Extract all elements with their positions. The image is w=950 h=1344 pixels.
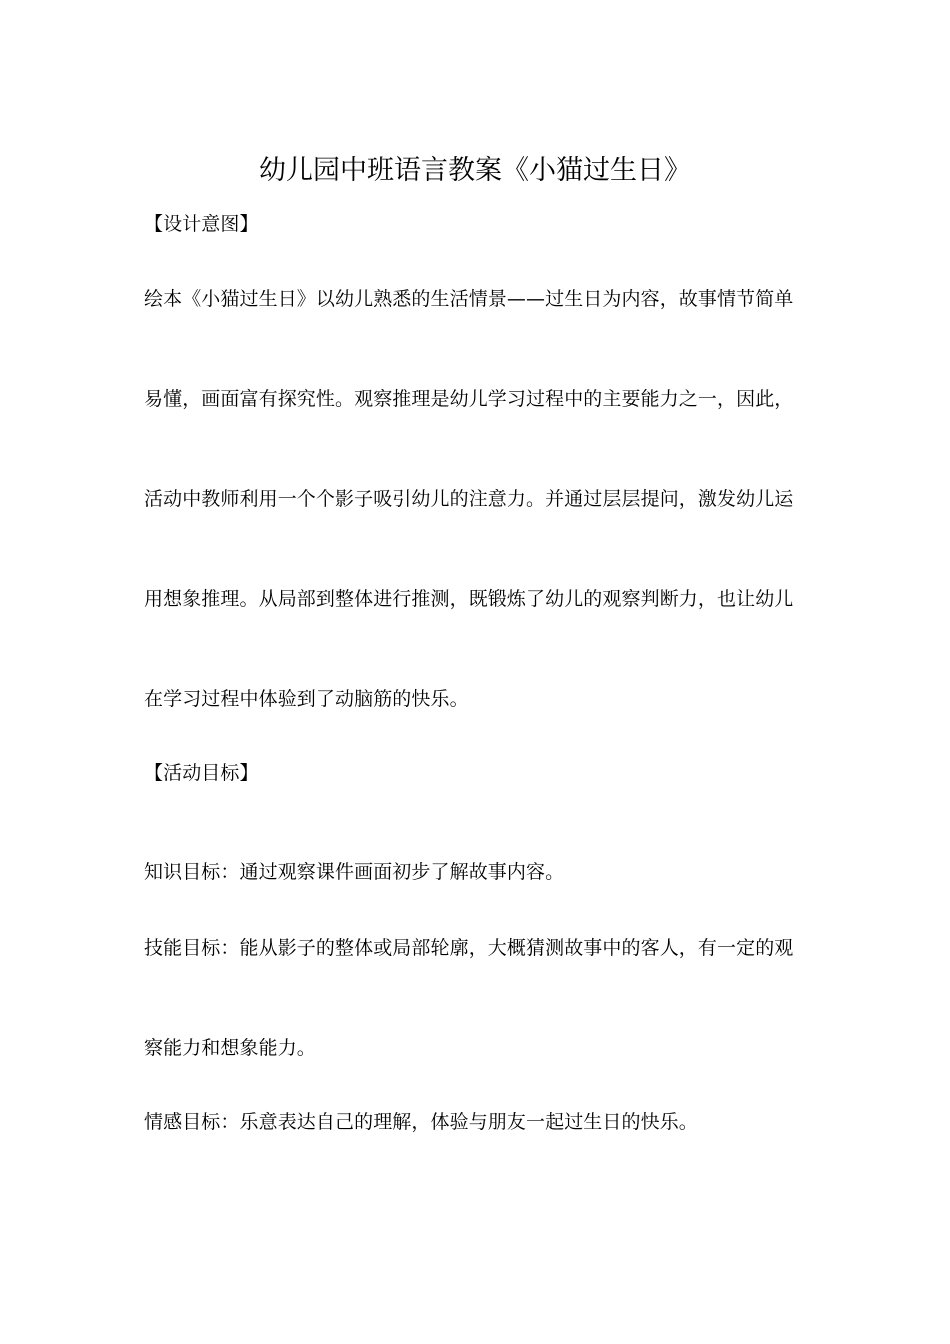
knowledge-goal: 知识目标：通过观察课件画面初步了解故事内容。 <box>144 861 565 883</box>
skill-goal-line: 察能力和想象能力。 <box>144 1037 316 1059</box>
paragraph-line: 易懂，画面富有探究性。观察推理是幼儿学习过程中的主要能力之一，因此， <box>144 388 794 410</box>
paragraph-line: 在学习过程中体验到了动脑筋的快乐。 <box>144 688 469 710</box>
section-heading-activity-goals: 【活动目标】 <box>144 762 259 784</box>
document-title: 幼儿园中班语言教案《小猫过生日》 <box>259 155 691 186</box>
paragraph-line: 绘本《小猫过生日》以幼儿熟悉的生活情景——过生日为内容，故事情节简单 <box>144 288 794 310</box>
emotion-goal: 情感目标：乐意表达自己的理解，体验与朋友一起过生日的快乐。 <box>144 1111 698 1133</box>
paragraph-line: 用想象推理。从局部到整体进行推测，既锻炼了幼儿的观察判断力，也让幼儿 <box>144 588 794 610</box>
section-heading-design-intent: 【设计意图】 <box>144 213 259 235</box>
skill-goal-line: 技能目标：能从影子的整体或局部轮廓，大概猜测故事中的客人，有一定的观 <box>144 937 794 959</box>
paragraph-line: 活动中教师利用一个个影子吸引幼儿的注意力。并通过层层提问，激发幼儿运 <box>144 488 794 510</box>
